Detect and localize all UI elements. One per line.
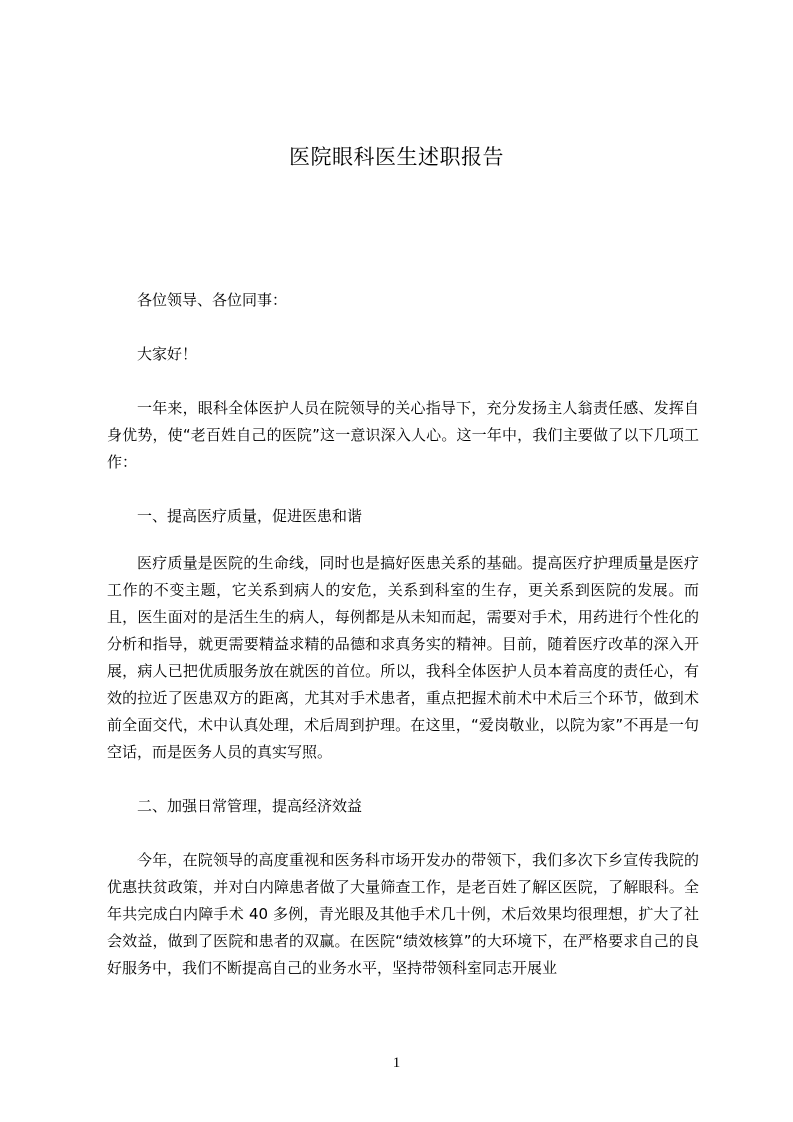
section-1-heading: 一、提高医疗质量，促进医患和谐 — [137, 507, 363, 525]
salutation: 各位领导、各位同事： — [137, 291, 288, 309]
intro-paragraph: 一年来，眼科全体医护人员在院领导的关心指导下，充分发扬主人翁责任感、发挥自身优势，使“老百姓自己的医院”这一意识深入人心。这一年中，我们主要做了以下几项工作： — [107, 399, 699, 471]
greeting: 大家好！ — [137, 345, 198, 363]
section-2-heading: 二、加强日常管理，提高经济效益 — [137, 797, 363, 815]
section-2-paragraph: 今年，在院领导的高度重视和医务科市场开发办的带领下，我们多次下乡宣传我院的优惠扶贫政策，并对白内障患者做了大量筛查工作，是老百姓了解区医院，了解眼科。全年共完成白内障手术 40 多例，青光眼及其他手术几十例，术后效果均很理想，扩大了社会效益，做到了医院和患者的双赢。在医院“绩效核算”的大环境下，在严格要求自己的良好服务中，我们不断提高自己的业务水平，坚持带领科室同志开展业 — [107, 851, 699, 977]
page-number: 1 — [392, 1055, 401, 1071]
section-1-paragraph: 医疗质量是医院的生命线，同时也是搞好医患关系的基础。提高医疗护理质量是医疗工作的不变主题，它关系到病人的安危，关系到科室的生存，更关系到医院的发展。而且，医生面对的是活生生的病人，每例都是从未知而起，需要对手术，用药进行个性化的分析和指导，就更需要精益求精的品德和求真务实的精神。目前，随着医疗改革的深入开展，病人已把优质服务放在就医的首位。所以，我科全体医护人员本着高度的责任心，有效的拉近了医患双方的距离，尤其对手术患者，重点把握术前术中术后三个环节，做到术前全面交代，术中认真处理，术后周到护理。在这里，“爱岗敬业，以院为家”不再是一句空话，而是医务人员的真实写照。 — [107, 554, 699, 761]
document-title: 医院眼科医生述职报告 — [289, 145, 504, 169]
